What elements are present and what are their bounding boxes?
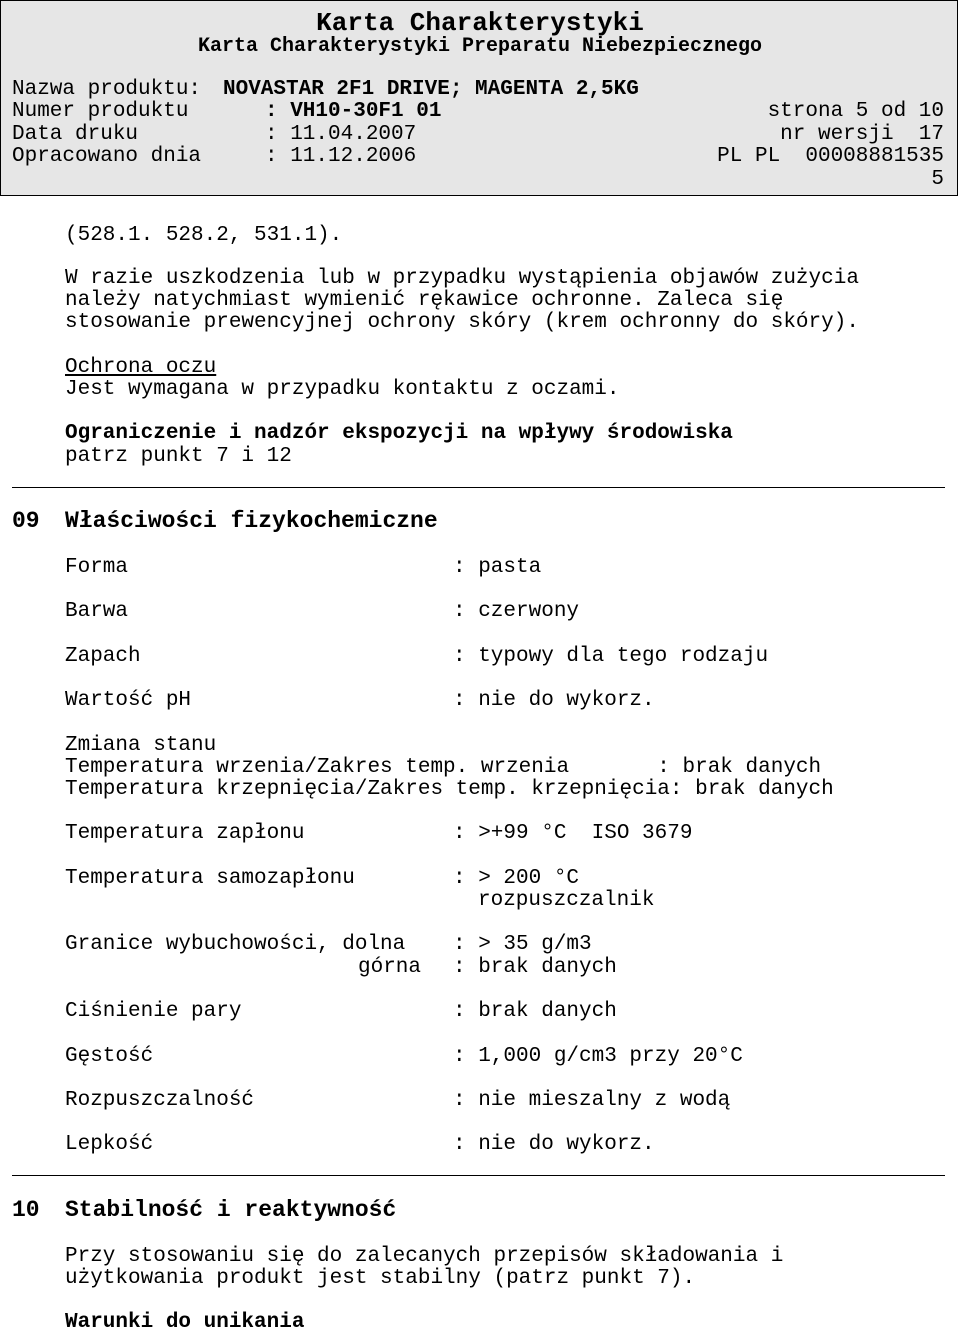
product-number-value: : VH10-30F1 01	[265, 100, 442, 123]
boiling-point-line: Temperatura wrzenia/Zakres temp. wrzenia : brak danych	[65, 756, 822, 779]
document-title: Karta Charakterystyki	[316, 8, 644, 38]
print-date-label: Data druku	[12, 123, 139, 146]
eye-protection-heading: Ochrona oczu	[65, 356, 217, 379]
product-number-label: Numer produktu	[12, 100, 189, 123]
reference-line: (528.1. 528.2, 531.1).	[65, 224, 343, 247]
explosion-lower-value: : > 35 g/m3	[453, 933, 592, 956]
section-09-title: Właściwości fizykochemiczne	[65, 508, 438, 534]
document-subtitle: Karta Charakterystyki Preparatu Niebezpiecznego	[197, 35, 763, 58]
product-name-label: Nazwa produktu:	[12, 78, 202, 101]
property-label: Ciśnienie pary	[65, 1000, 242, 1023]
explosion-upper-value: : brak danych	[453, 956, 617, 979]
version-info: nr wersji 17	[780, 123, 944, 146]
property-value: : nie do wykorz.	[453, 689, 655, 712]
environment-text: patrz punkt 7 i 12	[65, 445, 292, 468]
explosion-upper-label: górna	[358, 956, 422, 979]
stability-text-line-1: Przy stosowaniu się do zalecanych przepisów składowania i	[65, 1245, 784, 1268]
autoignition-note: rozpuszczalnik	[478, 889, 655, 912]
autoignition-value: : > 200 °C	[453, 867, 580, 890]
property-value: : typowy dla tego rodzaju	[453, 645, 769, 668]
property-label: Wartość pH	[65, 689, 192, 712]
page-info: strona 5 od 10	[767, 100, 944, 123]
property-label: Zapach	[65, 645, 141, 668]
property-value: : nie mieszalny z wodą	[453, 1089, 731, 1112]
property-value: : 1,000 g/cm3 przy 20°C	[453, 1045, 743, 1068]
product-name-value: NOVASTAR 2F1 DRIVE; MAGENTA 2,5KG	[223, 78, 639, 101]
property-label: Lepkość	[65, 1133, 154, 1156]
property-value: : czerwony	[453, 600, 580, 623]
conditions-to-avoid-heading: Warunki do unikania	[65, 1311, 305, 1334]
page-number: 5	[931, 168, 944, 191]
state-change-heading: Zmiana stanu	[65, 734, 217, 757]
stability-text-line-2: użytkowania produkt jest stabilny (patrz punkt 7).	[65, 1267, 696, 1290]
gloves-text-line-1: W razie uszkodzenia lub w przypadku wystąpienia objawów zużycia	[65, 267, 859, 290]
property-value: : brak danych	[453, 1000, 617, 1023]
section-10-number: 10	[12, 1197, 40, 1223]
freezing-point-line: Temperatura krzepnięcia/Zakres temp. krzepnięcia: brak danych	[65, 778, 834, 801]
property-label: Forma	[65, 556, 129, 579]
section-divider	[12, 487, 945, 488]
prepared-value: : 11.12.2006	[265, 145, 417, 168]
property-value: : nie do wykorz.	[453, 1133, 655, 1156]
section-10-title: Stabilność i reaktywność	[65, 1197, 397, 1223]
property-value: : pasta	[453, 556, 542, 579]
explosion-limits-label: Granice wybuchowości, dolna	[65, 933, 406, 956]
flash-point-label: Temperatura zapłonu	[65, 822, 305, 845]
gloves-text-line-3: stosowanie prewencyjnej ochrony skóry (krem ochronny do skóry).	[65, 311, 859, 334]
section-divider	[12, 1175, 945, 1176]
flash-point-value: : >+99 °C ISO 3679	[453, 822, 693, 845]
gloves-text-line-2: należy natychmiast wymienić rękawice ochronne. Zaleca się	[65, 289, 784, 312]
property-label: Barwa	[65, 600, 129, 623]
print-date-value: : 11.04.2007	[265, 123, 417, 146]
document-code: PL PL 00008881535	[717, 145, 944, 168]
property-label: Rozpuszczalność	[65, 1089, 255, 1112]
eye-protection-text: Jest wymagana w przypadku kontaktu z oczami.	[65, 378, 620, 401]
property-label: Gęstość	[65, 1045, 154, 1068]
environment-heading: Ograniczenie i nadzór ekspozycji na wpływy środowiska	[65, 422, 733, 445]
autoignition-label: Temperatura samozapłonu	[65, 867, 355, 890]
prepared-label: Opracowano dnia	[12, 145, 202, 168]
section-09-number: 09	[12, 508, 40, 534]
